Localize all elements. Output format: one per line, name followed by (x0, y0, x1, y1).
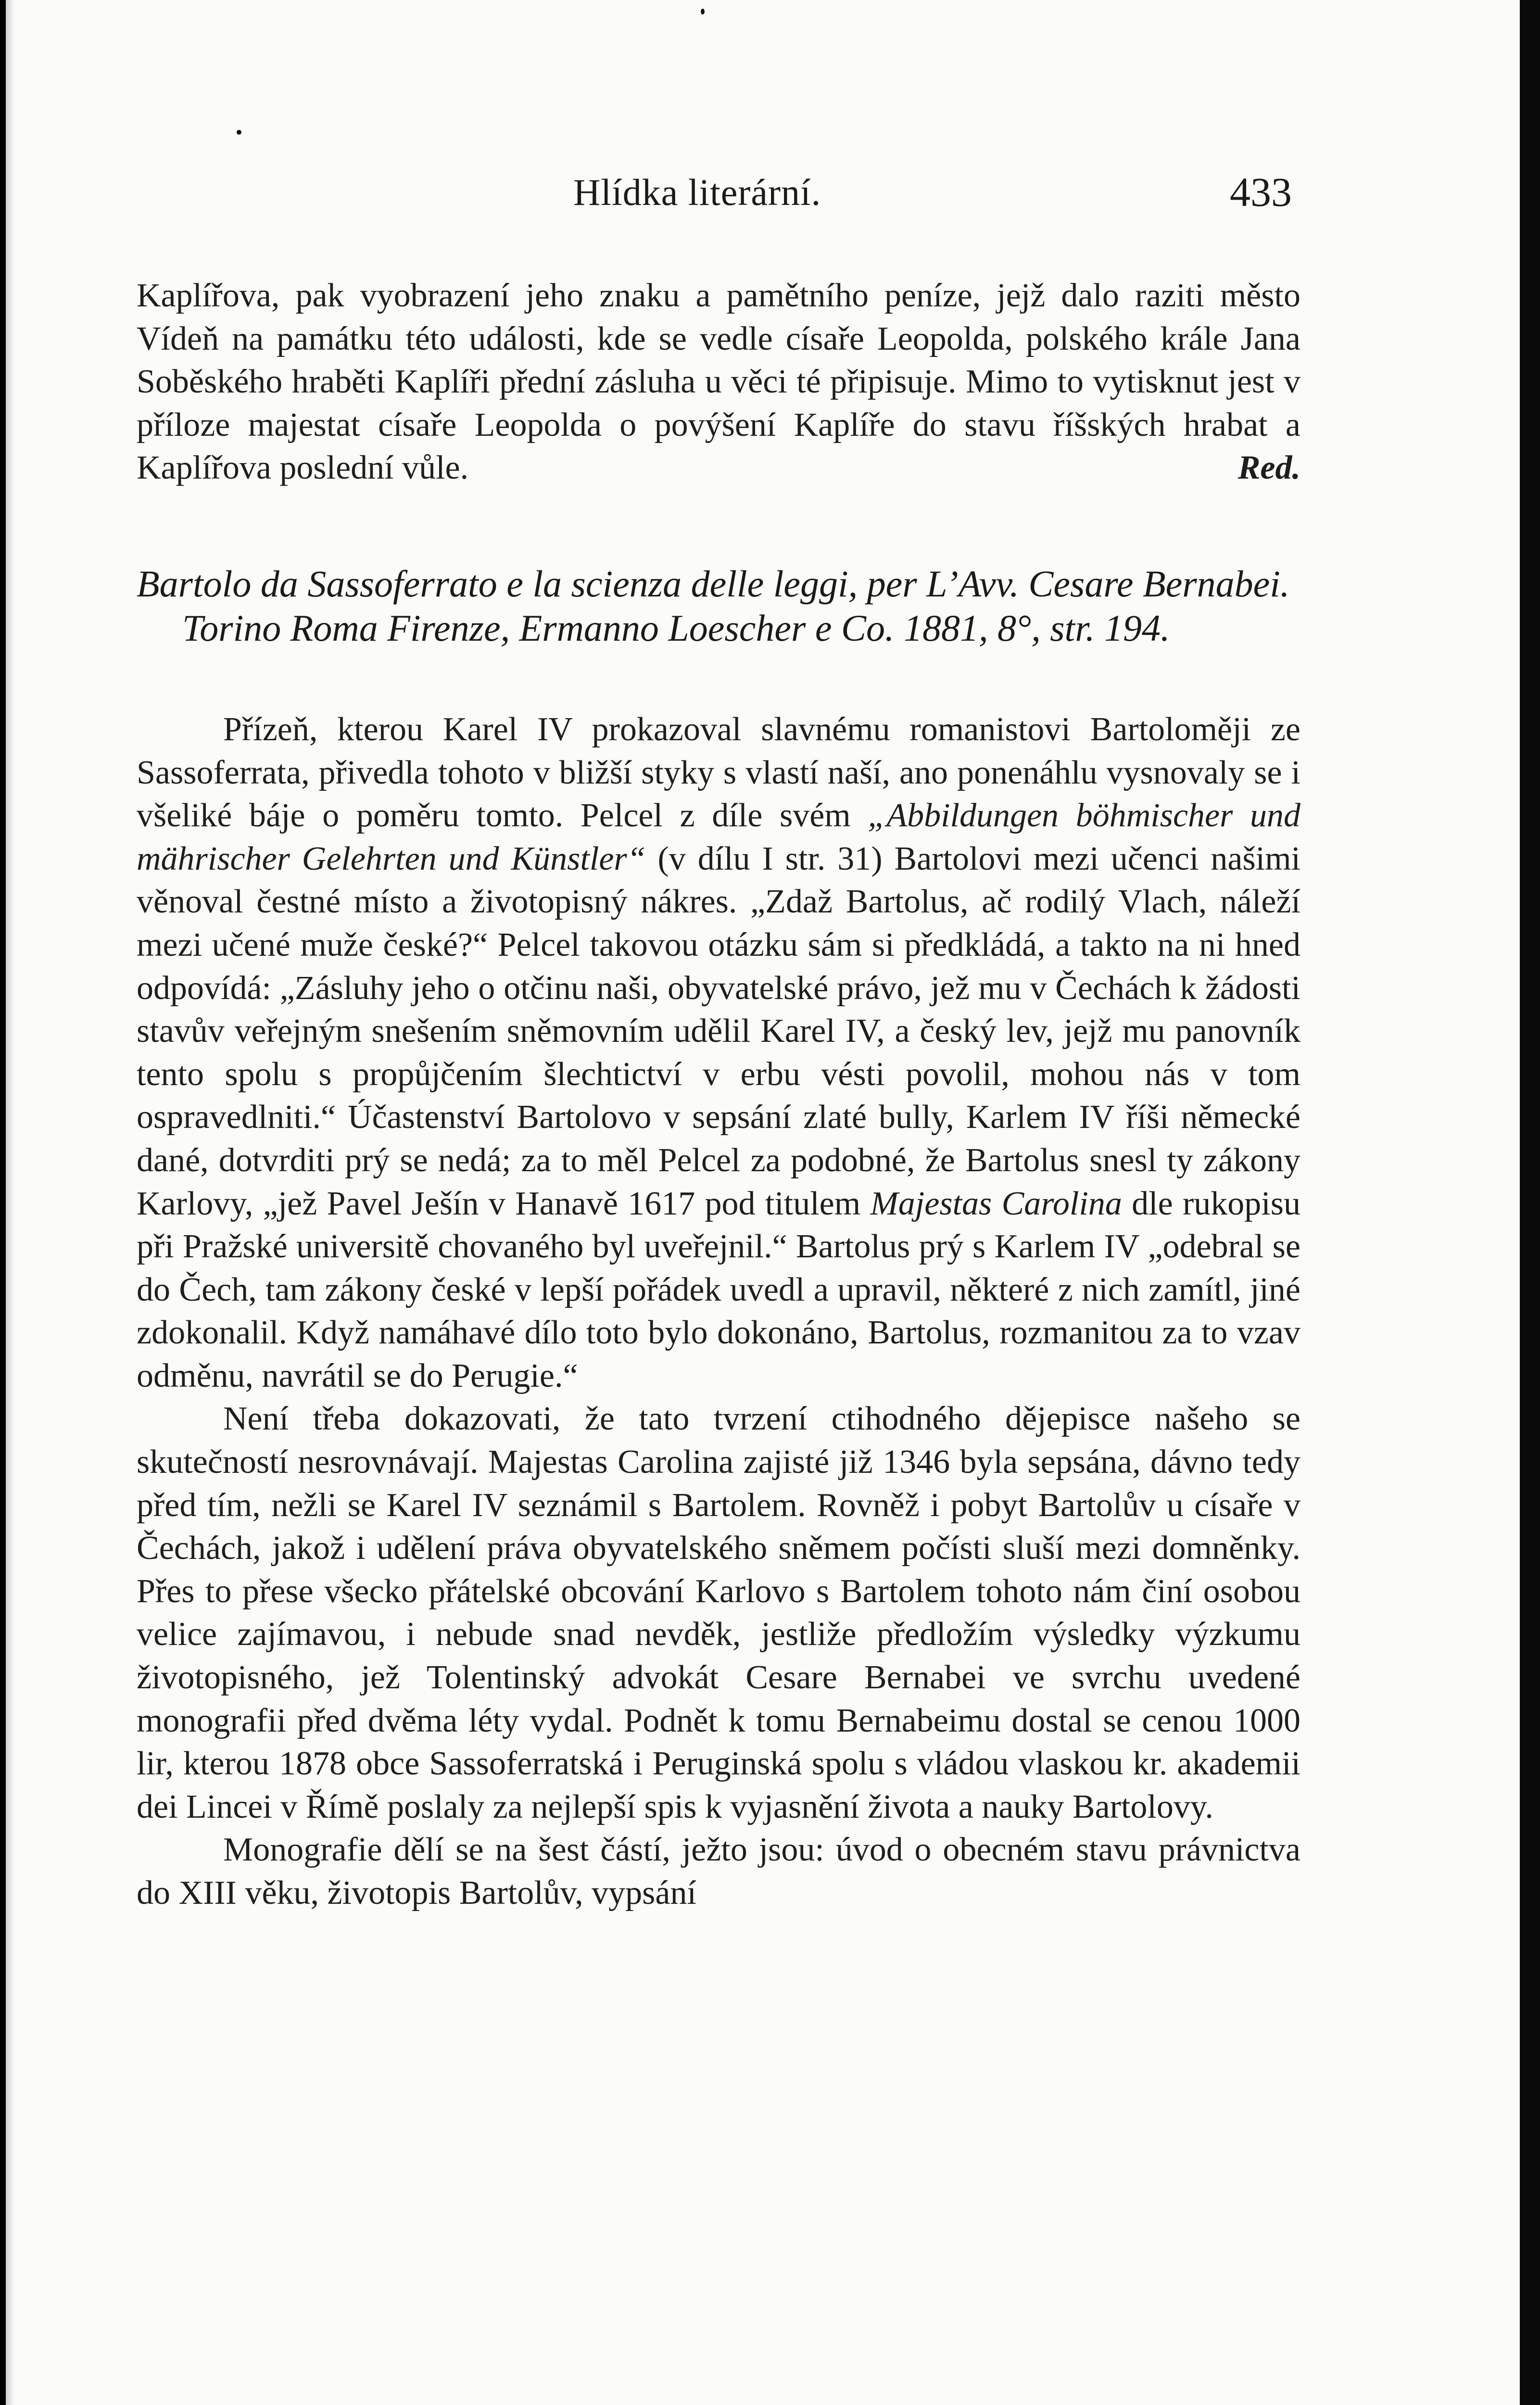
paragraph-monograph: Monografie dělí se na šest částí, ježto jsou: úvod o obecném stavu právnictva do XIII věku, životopis Bartolův, vypsání (137, 1831, 1300, 1911)
page-header (6, 171, 1520, 228)
paragraph-text: dle rukopisu při Pražské universitě chovaného byl uveřejnil.“ Bartolus prý s Karlem IV „odebral se do Čech, tam zákony české v lepší pořádek uvedl a upravil, některé z nich zamítl, jiné zdokonalil. Když namáhavé dílo toto bylo dokonáno, Bartolus, rozmanitou za to vzav odměnu, navrátil se do Perugie.“ (137, 1185, 1300, 1394)
scan-dust-mark (701, 9, 705, 14)
paragraph-bartolo-pelcel (137, 708, 1300, 1398)
paragraph-text: Kaplířova, pak vyobrazení jeho znaku a pamětního peníze, jejž dalo raziti město Vídeň na památku této události, kde se vedle císaře Leopolda, polského krále Jana Soběského hraběti Kaplíři přední zásluha u věci té připisuje. Mimo to vytisknut jest v příloze majestat císaře Leopolda o povýšení Kaplíře do stavu říšských hrabat a Kaplířova poslední vůle. (137, 277, 1300, 487)
running-title: Hlídka literární. (573, 171, 821, 213)
paragraph-text: (v dílu I str. 31) Bartolovi mezi učenci našimi věnoval čestné místo a životopisný nákres. „Zdaž Bartolus, ač rodilý Vlach, náleží mezi učené muže české?“ Pelcel takovou otázku sám si předkládá, a takto na ni hned odpovídá: „Zásluhy jeho o otčinu naši, obyvatelské právo, jež mu v Čechách k žádosti stavův veřejným snešením sněmovním udělil Karel IV, a český lev, jejž mu panovník tento spolu s propůjčením šlechtictví v erbu vésti povolil, mohou nás v tom ospravedlniti.“ Účastenství Bartolovo v sepsání zlaté bully, Karlem IV říši německé dané, dotvrditi prý se nedá; za to měl Pelcel za podobné, že Bartolus snesl ty zákony Karlovy, „jež Pavel Ješín v Hanavě 1617 pod titulem (137, 840, 1300, 1222)
book-page (6, 0, 1520, 2405)
scan-dust-mark (237, 130, 241, 135)
book-title: Majestas Carolina (870, 1185, 1122, 1222)
editor-signature: Red. (1237, 449, 1300, 487)
paragraph-text: Přízeň, kterou Karel IV prokazoval slavnému romanistovi Bartoloměji ze Sassoferrata, přivedla tohoto v bližší styky s vlastí naší, ano ponenáhlu vysnovaly se i všeliké báje o poměru tomto. Pelcel z díle svém (137, 710, 1300, 835)
bibliographic-heading: Bartolo da Sassoferrato e la scienza delle leggi, per L’Avv. Cesare Bernabei. Torino Roma Firenze, Ermanno Loescher e Co. 1881, 8°, str. 194. (137, 562, 1290, 649)
book-title: „Abbildungen böhmischer und mährischer Gelehrten und Künstler“ (137, 797, 1300, 877)
scan-border (1520, 0, 1540, 2405)
page-number: 433 (1230, 169, 1292, 215)
paragraph-critique: Není třeba dokazovati, že tato tvrzení ctihodného dějepisce našeho se skutečností nesrovnávají. Majestas Carolina zajisté již 1346 byla sepsána, dávno tedy před tím, nežli se Karel IV seznámil s Bartolem. Rovněž i pobyt Bartolův u císaře v Čechách, jakož i udělení práva obyvatelského sněmem počísti sluší mezi domněnky. Přes to přese všecko přátelské obcování Karlovo s Bartolem tohoto nám činí osobou velice zajímavou, i nebude snad nevděk, jestliže předložím výsledky výzkumu životopisného, jež Tolentinský advokát Cesare Bernabei ve svrchu uvedené monografii před dvěma léty vydal. Podnět k tomu Bernabeimu dostal se cenou 1000 lir, kterou 1878 obce Sassoferratská i Peruginská spolu s vládou vlaskou kr. akademii dei Lincei v Římě poslaly za nejlepší spis k vyjasnění života a nauky Bartolovy. (137, 1400, 1300, 1825)
article-body (137, 274, 1300, 1915)
scan-shadow (6, 0, 14, 2405)
paragraph-kaplir (137, 274, 1300, 490)
